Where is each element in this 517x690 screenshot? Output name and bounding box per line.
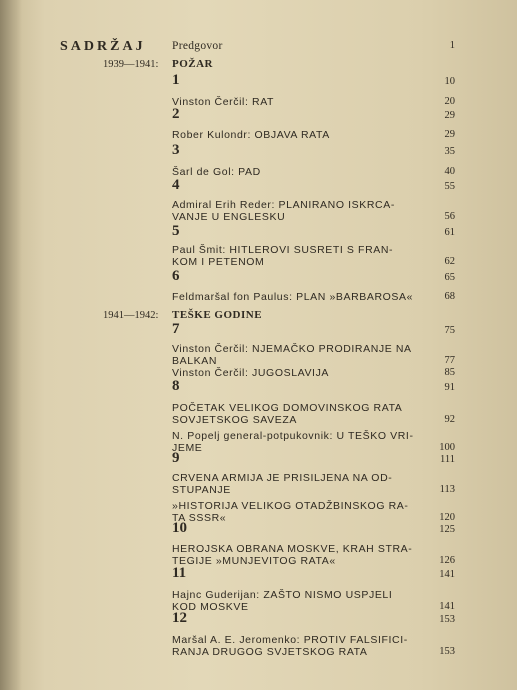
chapter-number: 3 xyxy=(172,142,180,158)
section-title: POŽAR xyxy=(172,58,213,70)
section-date-range: 1941—1942: xyxy=(103,310,159,321)
page-gutter xyxy=(0,0,22,690)
page-number: 10 xyxy=(444,76,455,87)
toc-entry-continuation: SOVJETSKOG SAVEZA xyxy=(172,414,297,426)
chapter-number: 10 xyxy=(172,520,187,536)
toc-entry: Šarl de Gol: PAD xyxy=(172,166,261,178)
chapter-number: 11 xyxy=(172,565,187,581)
page-number: 55 xyxy=(444,181,455,192)
toc-entry-continuation: RANJA DRUGOG SVJETSKOG RATA xyxy=(172,646,368,658)
page-number: 85 xyxy=(444,367,455,378)
toc-entry-continuation: TEGIJE »MUNJEVITOG RATA« xyxy=(172,555,336,567)
page-number: 153 xyxy=(439,614,455,625)
toc-entry-continuation: TA SSSR« xyxy=(172,512,227,524)
toc-entry: Admiral Erih Reder: PLANIRANO ISKRCA- xyxy=(172,199,395,211)
chapter-number: 4 xyxy=(172,177,180,193)
chapter-number: 7 xyxy=(172,321,180,337)
toc-entry: »HISTORIJA VELIKOG OTADŽBINSKOG RA- xyxy=(172,500,409,512)
page-number: 153 xyxy=(439,646,455,657)
page-number: 126 xyxy=(439,555,455,566)
page-number: 75 xyxy=(444,325,455,336)
chapter-number: 12 xyxy=(172,610,187,626)
page-number: 120 xyxy=(439,512,455,523)
page-number: 29 xyxy=(444,129,455,140)
toc-entry: Paul Šmit: HITLEROVI SUSRETI S FRAN- xyxy=(172,244,394,256)
toc-entry: Rober Kulondr: OBJAVA RATA xyxy=(172,129,330,141)
page-number: 56 xyxy=(444,211,455,222)
chapter-number: 6 xyxy=(172,268,180,284)
page-number: 91 xyxy=(444,382,455,393)
toc-entry-continuation: VANJE U ENGLESKU xyxy=(172,211,286,223)
section-date-range: 1939—1941: xyxy=(103,59,159,70)
page-number: 40 xyxy=(444,166,455,177)
toc-entry-continuation: JEME xyxy=(172,442,203,454)
page-number: 113 xyxy=(439,484,455,495)
page-number: 65 xyxy=(444,272,455,283)
toc-entry: Predgovor xyxy=(172,40,223,52)
toc-entry-continuation: KOM I PETENOM xyxy=(172,256,265,268)
page-number: 92 xyxy=(444,414,455,425)
toc-entry: POČETAK VELIKOG DOMOVINSKOG RATA xyxy=(172,402,403,414)
page-number: 111 xyxy=(440,454,455,465)
toc-entry: Vinston Čerčil: JUGOSLAVIJA xyxy=(172,367,330,379)
toc-entry: Vinston Čerčil: NJEMAČKO PRODIRANJE NA xyxy=(172,343,412,355)
page-number: 62 xyxy=(444,256,455,267)
chapter-number: 2 xyxy=(172,106,180,122)
toc-entry-continuation: BALKAN xyxy=(172,355,218,367)
toc-entry: N. Popelj general-potpukovnik: U TEŠKO VRI- xyxy=(172,430,414,442)
page-number: 68 xyxy=(444,291,455,302)
toc-entry: HEROJSKA OBRANA MOSKVE, KRAH STRA- xyxy=(172,543,413,555)
page-number: 61 xyxy=(444,227,455,238)
page-number: 35 xyxy=(444,146,455,157)
toc-entry: Maršal A. E. Jeromenko: PROTIV FALSIFICI- xyxy=(172,634,408,646)
page-number: 77 xyxy=(444,355,455,366)
page-number: 100 xyxy=(439,442,455,453)
toc-entry-continuation: KOD MOSKVE xyxy=(172,601,249,613)
chapter-number: 9 xyxy=(172,450,180,466)
section-title: TEŠKE GODINE xyxy=(172,309,263,321)
page-number: 1 xyxy=(449,40,455,51)
page-number: 125 xyxy=(439,524,455,535)
page-number: 141 xyxy=(439,569,455,580)
page-number: 20 xyxy=(444,96,455,107)
chapter-number: 8 xyxy=(172,378,180,394)
toc-entry: CRVENA ARMIJA JE PRISILJENA NA OD- xyxy=(172,472,393,484)
chapter-number: 5 xyxy=(172,223,180,239)
contents-heading: SADRŽAJ xyxy=(60,39,146,54)
page-number: 29 xyxy=(444,110,455,121)
toc-entry-continuation: STUPANJE xyxy=(172,484,231,496)
toc-entry: Feldmaršal fon Paulus: PLAN »BARBAROSA« xyxy=(172,291,414,303)
toc-entry: Hajnc Guderijan: ZAŠTO NISMO USPJELI xyxy=(172,589,393,601)
page-number: 141 xyxy=(439,601,455,612)
chapter-number: 1 xyxy=(172,72,180,88)
toc-entry: Vinston Čerčil: RAT xyxy=(172,96,275,108)
